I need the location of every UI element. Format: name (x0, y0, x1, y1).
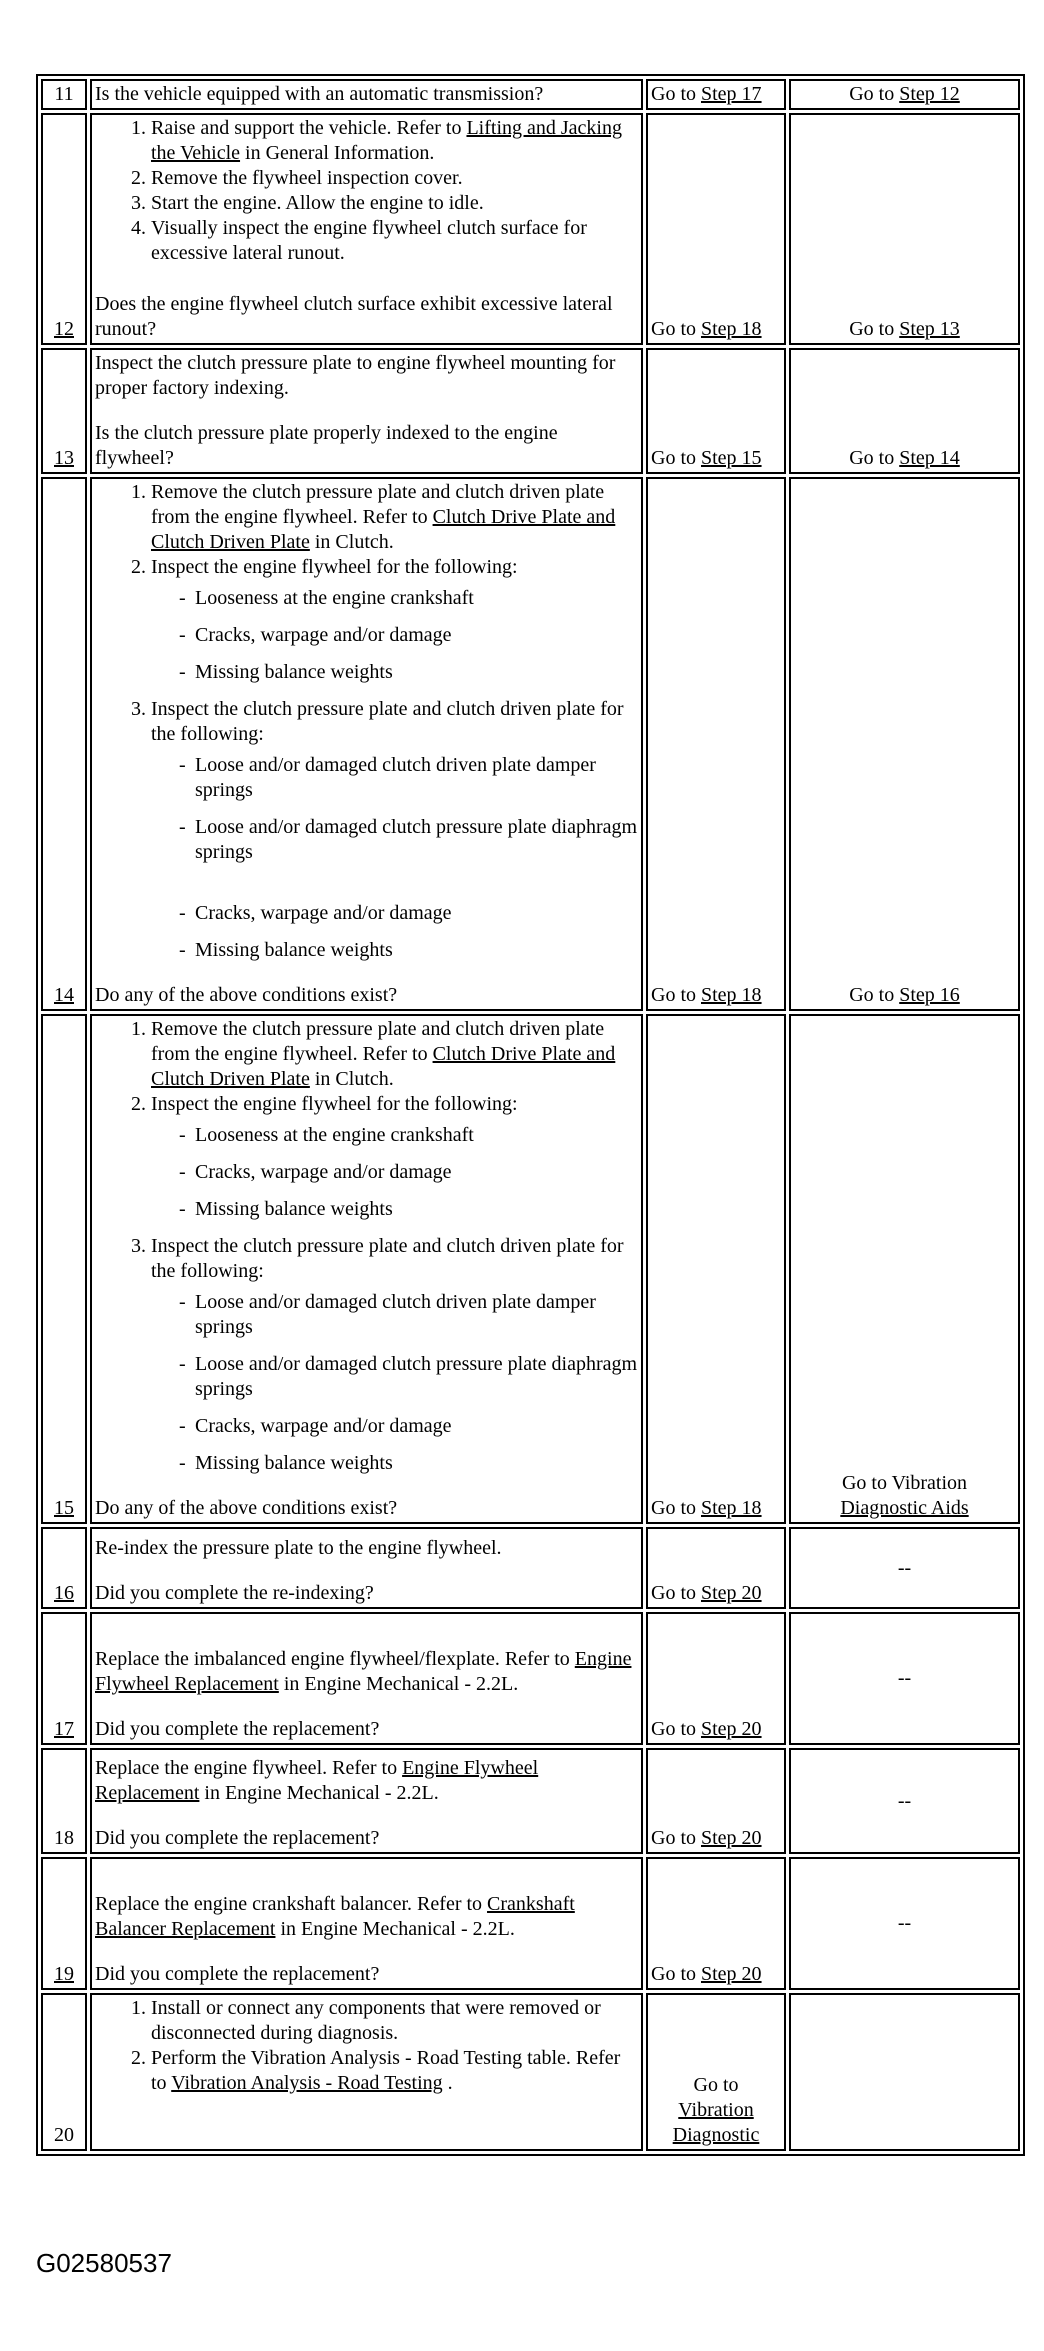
doc-link[interactable]: Clutch Drive Plate and Clutch Driven Plate (151, 1043, 616, 1090)
no-cell: -- (789, 1748, 1020, 1854)
action-text: Inspect the clutch pressure plate and clutch driven plate for the following: (151, 1235, 624, 1282)
action-item (151, 697, 638, 963)
no-cell (789, 348, 1020, 474)
table-row (41, 1014, 1020, 1524)
step-number-link[interactable]: 19 (54, 1963, 74, 1985)
table-row (41, 1993, 1020, 2151)
action-text: Remove the clutch pressure plate and clutch driven plate from the engine flywheel. Refer to (151, 481, 605, 528)
yes-prefix: Go to (651, 1582, 701, 1604)
yes-cell (646, 1857, 786, 1990)
doc-link[interactable]: Crankshaft Balancer Replacement (95, 1893, 575, 1940)
diagnostic-table (36, 74, 1025, 2156)
step-number: 18 (41, 1748, 87, 1854)
yes-prefix: Go to (651, 1963, 701, 1985)
yes-cell (646, 1993, 786, 2151)
step-number-link[interactable]: 12 (54, 318, 74, 340)
no-cell (789, 79, 1020, 110)
action-item (151, 1092, 638, 1222)
check-item: - Loose and/or damaged clutch driven plate damper springs (179, 1290, 638, 1340)
check-item: - Missing balance weights (179, 660, 638, 685)
check-item: - Cracks, warpage and/or damage (179, 1414, 638, 1439)
action-list (95, 1017, 638, 1476)
doc-link[interactable]: Engine Flywheel Replacement (95, 1648, 632, 1695)
no-prefix: Go to (849, 83, 900, 105)
yes-prefix: Go to (651, 318, 701, 340)
step-number (41, 477, 87, 1011)
table-row (41, 348, 1020, 474)
action-cell (90, 348, 643, 474)
table-row (41, 1527, 1020, 1609)
yes-cell (646, 79, 786, 110)
step-number (41, 1857, 87, 1990)
doc-link[interactable]: Vibration (678, 2099, 754, 2121)
action-text-part: Replace the imbalanced engine flywheel/flexplate. Refer to (95, 1648, 575, 1670)
action-text: Re-index the pressure plate to the engine flywheel. (95, 1537, 502, 1559)
step-link[interactable]: Step 12 (899, 83, 960, 105)
table-row (41, 1857, 1020, 1990)
table-row (41, 1748, 1020, 1854)
step-number (41, 113, 87, 345)
step-link[interactable]: Step 20 (701, 1827, 762, 1849)
step-number-link[interactable]: 17 (54, 1718, 74, 1740)
question: Did you complete the re-indexing? (95, 1582, 374, 1604)
question: Did you complete the replacement? (95, 1963, 380, 1985)
check-item: - Loose and/or damaged clutch pressure plate diaphragm springs (179, 1352, 638, 1402)
question: Do any of the above conditions exist? (95, 1497, 398, 1519)
action-item (151, 116, 638, 166)
step-link[interactable]: Step 18 (701, 1497, 762, 1519)
action-cell (90, 1993, 643, 2151)
action-text-part: in Engine Mechanical - 2.2L. (278, 1673, 519, 1695)
action-text: Inspect the clutch pressure plate and clutch driven plate for the following: (151, 698, 624, 745)
action-text (95, 1647, 638, 1697)
check-list (151, 1123, 638, 1222)
no-cell: -- (789, 1527, 1020, 1609)
action-cell (90, 79, 643, 110)
step-number: 20 (41, 1993, 87, 2151)
yes-cell (646, 1014, 786, 1524)
action-text-part: Replace the engine crankshaft balancer. Refer to (95, 1893, 488, 1915)
table-row (41, 1612, 1020, 1745)
yes-cell (646, 1527, 786, 1609)
action-cell (90, 1014, 643, 1524)
action-text: Inspect the engine flywheel for the following: (151, 1093, 518, 1115)
action-text: Inspect the clutch pressure plate to engine flywheel mounting for proper factory indexing. (95, 352, 616, 399)
table-row (41, 477, 1020, 1011)
action-text: Inspect the engine flywheel for the following: (151, 556, 518, 578)
question: Is the vehicle equipped with an automatic transmission? (95, 83, 544, 105)
check-item: - Cracks, warpage and/or damage (179, 1160, 638, 1185)
action-text-part: in Engine Mechanical - 2.2L. (275, 1918, 515, 1940)
question: Do any of the above conditions exist? (95, 984, 398, 1006)
action-text: Raise and support the vehicle. Refer to (151, 117, 467, 139)
question: Did you complete the replacement? (95, 1827, 380, 1849)
action-item (151, 1234, 638, 1476)
action-text-part: Replace the engine flywheel. Refer to (95, 1757, 403, 1779)
table-row (41, 113, 1020, 345)
action-cell (90, 477, 643, 1011)
step-link[interactable]: Step 13 (899, 318, 960, 340)
action-item (151, 480, 638, 555)
step-number: 11 (41, 79, 87, 110)
doc-link[interactable]: Diagnostic (672, 2124, 760, 2146)
doc-link[interactable]: Clutch Drive Plate and Clutch Driven Plate (151, 506, 616, 553)
action-text: in General Information. (240, 142, 435, 164)
action-list (95, 480, 638, 963)
question: Does the engine flywheel clutch surface exhibit excessive lateral runout? (95, 293, 613, 340)
step-number-link[interactable]: 15 (54, 1497, 74, 1519)
step-link[interactable]: Step 16 (899, 984, 960, 1006)
action-list (95, 1996, 638, 2096)
yes-prefix: Go to (651, 984, 701, 1006)
step-link[interactable]: Step 18 (701, 318, 762, 340)
check-item: - Missing balance weights (179, 938, 638, 963)
action-item: 2. Remove the flywheel inspection cover. (151, 166, 638, 191)
check-list (151, 1290, 638, 1476)
yes-prefix: Go to (651, 1827, 701, 1849)
doc-link[interactable]: Engine Flywheel Replacement (95, 1757, 539, 1804)
action-cell (90, 1857, 643, 1990)
step-number-link[interactable]: 16 (54, 1582, 74, 1604)
step-link[interactable]: Step 17 (701, 83, 762, 105)
step-link[interactable]: Step 14 (899, 447, 960, 469)
no-cell (789, 1993, 1020, 2151)
yes-cell (646, 477, 786, 1011)
step-number-link[interactable]: 13 (54, 447, 74, 469)
action-item (151, 2046, 638, 2096)
question: Is the clutch pressure plate properly indexed to the engine flywheel? (95, 422, 558, 469)
step-link[interactable]: Step 20 (701, 1718, 762, 1740)
yes-cell (646, 1748, 786, 1854)
yes-prefix: Go to (651, 447, 701, 469)
no-prefix: Go to (849, 318, 900, 340)
yes-cell (646, 113, 786, 345)
action-cell (90, 1748, 643, 1854)
check-item: - Looseness at the engine crankshaft (179, 586, 638, 611)
yes-cell (646, 1612, 786, 1745)
yes-prefix: Go to (651, 1718, 701, 1740)
action-cell (90, 1527, 643, 1609)
action-item: 4. Visually inspect the engine flywheel clutch surface for excessive lateral runout. (151, 216, 638, 266)
question: Did you complete the replacement? (95, 1718, 380, 1740)
step-link[interactable]: Step 20 (701, 1582, 762, 1604)
no-cell: -- (789, 1612, 1020, 1745)
check-item: - Loose and/or damaged clutch pressure plate diaphragm springs (179, 815, 638, 865)
no-cell (789, 113, 1020, 345)
no-cell: -- (789, 1857, 1020, 1990)
action-text: Remove the clutch pressure plate and clutch driven plate from the engine flywheel. Refer to (151, 1018, 605, 1065)
step-link[interactable]: Step 15 (701, 447, 762, 469)
no-prefix: Go to (849, 447, 900, 469)
action-item (151, 555, 638, 685)
doc-link[interactable]: Vibration Analysis - Road Testing (171, 2072, 443, 2094)
action-cell (90, 1612, 643, 1745)
action-text (95, 1756, 638, 1806)
step-number-link[interactable]: 14 (54, 984, 74, 1006)
check-item: - Cracks, warpage and/or damage (179, 623, 638, 648)
doc-link[interactable]: Diagnostic Aids (840, 1497, 969, 1519)
action-text (95, 1892, 638, 1942)
figure-id: G02580537 (36, 2248, 172, 2278)
no-prefix: Go to (849, 984, 900, 1006)
check-list (151, 753, 638, 963)
step-number (41, 1527, 87, 1609)
action-item: 1. Install or connect any components that were removed or disconnected during diagnosis. (151, 1996, 638, 2046)
action-text: Perform the Vibration Analysis - Road Testing table. Refer to (151, 2047, 621, 2094)
step-number (41, 1612, 87, 1745)
step-link[interactable]: Step 20 (701, 1963, 762, 1985)
step-link[interactable]: Step 18 (701, 984, 762, 1006)
check-item: - Loose and/or damaged clutch driven plate damper springs (179, 753, 638, 803)
yes-cell (646, 348, 786, 474)
no-cell (789, 1014, 1020, 1524)
action-item (151, 1017, 638, 1092)
action-text: in Clutch. (309, 531, 394, 553)
table-row (41, 79, 1020, 110)
check-item: - Missing balance weights (179, 1197, 638, 1222)
action-item: 3. Start the engine. Allow the engine to idle. (151, 191, 638, 216)
action-cell (90, 113, 643, 345)
no-cell (789, 477, 1020, 1011)
action-text: in Clutch. (309, 1068, 394, 1090)
check-list (151, 586, 638, 685)
yes-prefix: Go to (651, 1497, 701, 1519)
no-prefix: Go to Vibration (841, 1472, 968, 1494)
check-item: - Missing balance weights (179, 1451, 638, 1476)
yes-prefix: Go to (651, 83, 701, 105)
action-text: . (442, 2072, 453, 2094)
step-number (41, 348, 87, 474)
check-item: - Looseness at the engine crankshaft (179, 1123, 638, 1148)
step-number (41, 1014, 87, 1524)
check-item: - Cracks, warpage and/or damage (179, 901, 638, 926)
action-list (95, 116, 638, 266)
doc-link[interactable]: Lifting and Jacking the Vehicle (151, 117, 622, 164)
yes-prefix: Go to (693, 2074, 739, 2096)
action-text-part: in Engine Mechanical - 2.2L. (199, 1782, 439, 1804)
